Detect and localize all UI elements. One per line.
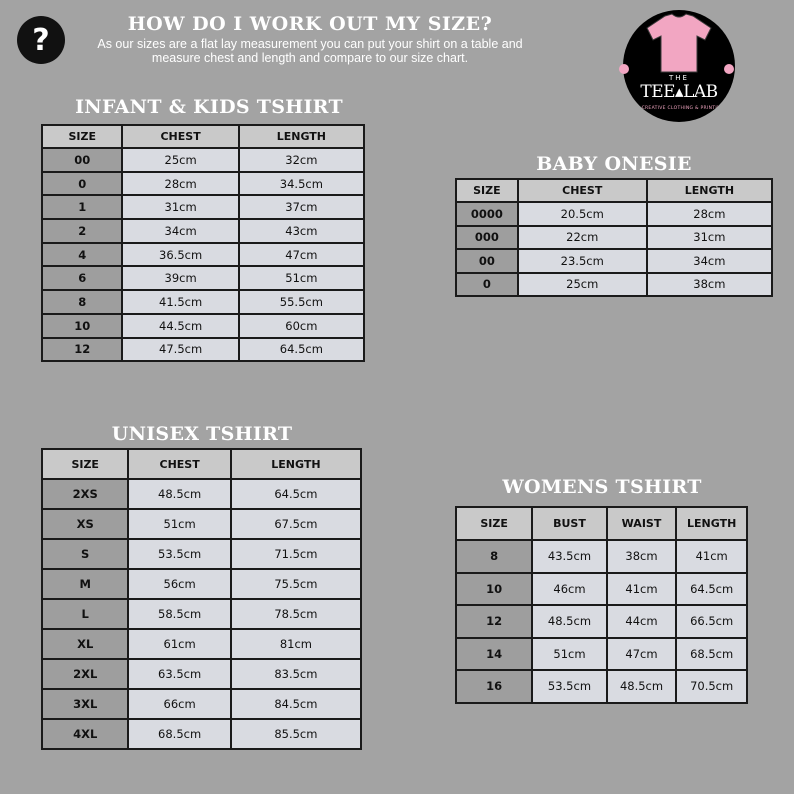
size-cell: M <box>42 569 128 599</box>
measurement-cell: 56cm <box>128 569 230 599</box>
measurement-cell: 51cm <box>128 509 230 539</box>
measurement-cell: 53.5cm <box>532 670 607 703</box>
measurement-cell: 53.5cm <box>128 539 230 569</box>
header-chest: CHEST <box>128 449 230 479</box>
tshirt-icon <box>645 12 713 74</box>
measurement-cell: 38cm <box>607 540 677 573</box>
intro-line-2: measure chest and length and compare to our size chart. <box>151 51 469 65</box>
measurement-cell: 25cm <box>518 273 647 297</box>
header-waist: WAIST <box>607 507 677 540</box>
size-cell: 3XL <box>42 689 128 719</box>
logo-the: THE <box>669 74 689 82</box>
measurement-cell: 78.5cm <box>231 599 361 629</box>
measurement-cell: 47cm <box>607 638 677 671</box>
size-cell: 00 <box>456 249 518 273</box>
measurement-cell: 39cm <box>122 266 238 290</box>
table-row <box>42 689 361 719</box>
measurement-cell: 75.5cm <box>231 569 361 599</box>
logo-right-dot <box>724 64 734 74</box>
size-cell: 2XS <box>42 479 128 509</box>
measurement-cell: 34cm <box>122 219 238 243</box>
header-size: SIZE <box>456 179 518 202</box>
header-chest: CHEST <box>122 125 238 148</box>
logo-brand: TEE▴LAB <box>640 82 718 102</box>
table-row <box>456 605 747 638</box>
table-row <box>456 540 747 573</box>
measurement-cell: 70.5cm <box>676 670 747 703</box>
size-cell: 4 <box>42 243 122 267</box>
table-row <box>456 638 747 671</box>
size-cell: 00 <box>42 148 122 172</box>
womens-size-table <box>455 506 748 704</box>
measurement-cell: 44cm <box>607 605 677 638</box>
question-circle-icon: ? <box>17 16 65 64</box>
table-row <box>42 629 361 659</box>
size-cell: 12 <box>42 338 122 362</box>
table-row <box>42 509 361 539</box>
table-row <box>42 290 364 314</box>
tee-lab-logo <box>623 10 735 122</box>
size-cell: 10 <box>456 573 532 606</box>
header-size: SIZE <box>456 507 532 540</box>
unisex-size-table <box>41 448 362 750</box>
measurement-cell: 55.5cm <box>239 290 364 314</box>
baby-size-table <box>455 178 773 297</box>
measurement-cell: 31cm <box>122 195 238 219</box>
measurement-cell: 64.5cm <box>231 479 361 509</box>
measurement-cell: 67.5cm <box>231 509 361 539</box>
table-row <box>42 479 361 509</box>
header-size: SIZE <box>42 125 122 148</box>
header-length: LENGTH <box>231 449 361 479</box>
measurement-cell: 48.5cm <box>532 605 607 638</box>
measurement-cell: 66cm <box>128 689 230 719</box>
size-cell: 2XL <box>42 659 128 689</box>
measurement-cell: 28cm <box>647 202 772 226</box>
table-row <box>42 148 364 172</box>
size-cell: S <box>42 539 128 569</box>
size-cell: 0000 <box>456 202 518 226</box>
measurement-cell: 44.5cm <box>122 314 238 338</box>
logo-tagline: CREATIVE CLOTHING & PRINTING <box>641 106 725 111</box>
measurement-cell: 41cm <box>607 573 677 606</box>
table-row <box>42 599 361 629</box>
measurement-cell: 34.5cm <box>239 172 364 196</box>
measurement-cell: 36.5cm <box>122 243 238 267</box>
measurement-cell: 41cm <box>676 540 747 573</box>
header-length: LENGTH <box>676 507 747 540</box>
table-row <box>456 249 772 273</box>
size-cell: 14 <box>456 638 532 671</box>
measurement-cell: 84.5cm <box>231 689 361 719</box>
table-row <box>42 719 361 749</box>
measurement-cell: 60cm <box>239 314 364 338</box>
intro-text <box>60 37 560 65</box>
measurement-cell: 32cm <box>239 148 364 172</box>
infant-title: INFANT & KIDS TSHIRT <box>75 96 343 118</box>
size-cell: 16 <box>456 670 532 703</box>
measurement-cell: 66.5cm <box>676 605 747 638</box>
measurement-cell: 20.5cm <box>518 202 647 226</box>
measurement-cell: 34cm <box>647 249 772 273</box>
womens-title: WOMENS TSHIRT <box>502 476 702 498</box>
measurement-cell: 64.5cm <box>239 338 364 362</box>
size-cell: XS <box>42 509 128 539</box>
measurement-cell: 58.5cm <box>128 599 230 629</box>
measurement-cell: 22cm <box>518 226 647 250</box>
measurement-cell: 43.5cm <box>532 540 607 573</box>
size-cell: 12 <box>456 605 532 638</box>
measurement-cell: 68.5cm <box>676 638 747 671</box>
measurement-cell: 31cm <box>647 226 772 250</box>
measurement-cell: 48.5cm <box>607 670 677 703</box>
measurement-cell: 43cm <box>239 219 364 243</box>
intro-line-1: As our sizes are a flat lay measurement you can put your shirt on a table and <box>97 37 523 51</box>
table-row <box>456 273 772 297</box>
unisex-title: UNISEX TSHIRT <box>111 423 293 445</box>
table-row <box>456 202 772 226</box>
header-size: SIZE <box>42 449 128 479</box>
header-chest: CHEST <box>518 179 647 202</box>
size-cell: 0 <box>456 273 518 297</box>
size-cell: 1 <box>42 195 122 219</box>
table-row <box>42 314 364 338</box>
table-row <box>456 226 772 250</box>
measurement-cell: 71.5cm <box>231 539 361 569</box>
table-row <box>42 243 364 267</box>
table-row <box>456 573 747 606</box>
table-row <box>42 338 364 362</box>
measurement-cell: 85.5cm <box>231 719 361 749</box>
header-length: LENGTH <box>647 179 772 202</box>
table-row <box>42 172 364 196</box>
measurement-cell: 47.5cm <box>122 338 238 362</box>
measurement-cell: 61cm <box>128 629 230 659</box>
measurement-cell: 83.5cm <box>231 659 361 689</box>
measurement-cell: 68.5cm <box>128 719 230 749</box>
infant-size-table <box>41 124 365 362</box>
table-row <box>42 539 361 569</box>
measurement-cell: 63.5cm <box>128 659 230 689</box>
size-cell: 000 <box>456 226 518 250</box>
table-row <box>42 569 361 599</box>
size-cell: 8 <box>42 290 122 314</box>
baby-title: BABY ONESIE <box>536 153 692 175</box>
header-length: LENGTH <box>239 125 364 148</box>
measurement-cell: 81cm <box>231 629 361 659</box>
size-cell: 8 <box>456 540 532 573</box>
size-cell: 6 <box>42 266 122 290</box>
measurement-cell: 48.5cm <box>128 479 230 509</box>
table-row <box>42 266 364 290</box>
measurement-cell: 64.5cm <box>676 573 747 606</box>
logo-left-dot <box>619 64 629 74</box>
size-cell: L <box>42 599 128 629</box>
measurement-cell: 23.5cm <box>518 249 647 273</box>
measurement-cell: 41.5cm <box>122 290 238 314</box>
header-bust: BUST <box>532 507 607 540</box>
measurement-cell: 47cm <box>239 243 364 267</box>
size-cell: 0 <box>42 172 122 196</box>
measurement-cell: 51cm <box>532 638 607 671</box>
table-row <box>42 219 364 243</box>
table-row <box>42 195 364 219</box>
size-cell: 2 <box>42 219 122 243</box>
measurement-cell: 28cm <box>122 172 238 196</box>
size-cell: XL <box>42 629 128 659</box>
measurement-cell: 38cm <box>647 273 772 297</box>
size-cell: 10 <box>42 314 122 338</box>
size-cell: 4XL <box>42 719 128 749</box>
table-row <box>42 659 361 689</box>
measurement-cell: 51cm <box>239 266 364 290</box>
page-title: HOW DO I WORK OUT MY SIZE? <box>127 13 493 35</box>
measurement-cell: 46cm <box>532 573 607 606</box>
table-row <box>456 670 747 703</box>
measurement-cell: 25cm <box>122 148 238 172</box>
measurement-cell: 37cm <box>239 195 364 219</box>
